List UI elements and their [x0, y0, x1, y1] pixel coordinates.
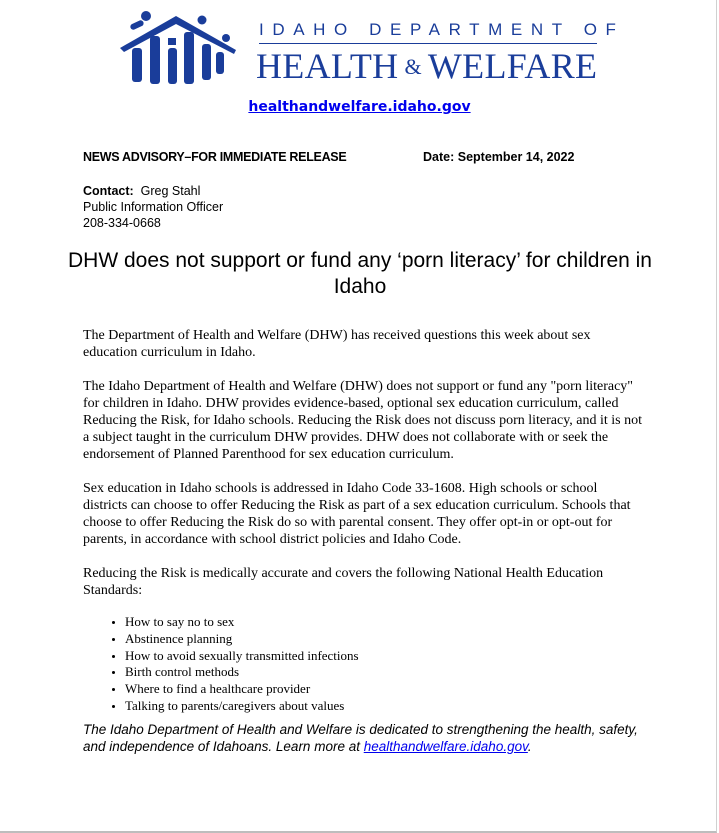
idhw-family-house-logo-icon — [118, 8, 238, 86]
list-item: • Abstinence planning — [125, 631, 643, 648]
contact-block — [83, 183, 223, 231]
list-item: • How to say no to sex — [125, 614, 643, 631]
standards-list — [83, 614, 643, 715]
headline: DHW does not support or fund any ‘porn literacy’ for children in Idaho — [67, 249, 652, 298]
org-ampersand: & — [404, 54, 422, 79]
org-health: HEALTH — [256, 46, 399, 86]
contact-phone: 208-334-0668 — [83, 216, 161, 230]
closing-website-link[interactable]: healthandwelfare.idaho.gov — [363, 738, 528, 754]
list-item: • Birth control methods — [125, 664, 643, 681]
contact-title: Public Information Officer — [83, 200, 224, 214]
article-body — [83, 327, 643, 755]
website-link[interactable]: healthandwelfare.idaho.gov — [248, 99, 471, 115]
closing-period: . — [527, 738, 532, 754]
paragraph: Reducing the Risk is medically accurate and covers the following National Health Education Standards: — [83, 566, 604, 598]
closing-statement — [83, 721, 643, 755]
org-name-line1: IDAHO DEPARTMENT OF — [259, 20, 625, 39]
list-item: • Talking to parents/caregivers about values — [125, 698, 643, 715]
closing-text: The Idaho Department of Health and Welfare is dedicated to strengthening the health, safety, and independence of Idahoans. Learn more at — [83, 721, 638, 754]
paragraph: The Idaho Department of Health and Welfare (DHW) does not support or fund any "porn literacy" for children in Idaho. DHW provides evidence-based, optional sex education curriculum, called Reducing the Risk, for Idaho schools. Reducing the Risk does not discuss porn literacy, and it is not a subject taught in the curriculum DHW provides. DHW does not collaborate with or seek the endorsement of Planned Parenthood for sex education curriculum. — [83, 379, 643, 462]
contact-label: Contact: — [83, 184, 134, 198]
release-date: Date: September 14, 2022 — [423, 150, 575, 164]
news-advisory-label: NEWS ADVISORY–FOR IMMEDIATE RELEASE — [83, 150, 347, 164]
contact-name: Greg Stahl — [140, 184, 201, 198]
logo-divider — [259, 43, 597, 44]
org-welfare: WELFARE — [427, 46, 598, 86]
paragraph: Sex education in Idaho schools is addressed in Idaho Code 33-1608. High schools or school districts can choose to offer Reducing the Risk as part of a sex education curriculum. Schools that choose to offer Reducing the Risk do so with parental consent. They offer opt-in or opt-out for parents, in accordance with school district policies and Idaho Code. — [83, 481, 631, 547]
org-name-line2 — [256, 45, 597, 87]
list-item: • How to avoid sexually transmitted infections — [125, 648, 643, 665]
list-item: • Where to find a healthcare provider — [125, 681, 643, 698]
paragraph: The Department of Health and Welfare (DHW) has received questions this week about sex education curriculum in Idaho. — [83, 328, 591, 360]
